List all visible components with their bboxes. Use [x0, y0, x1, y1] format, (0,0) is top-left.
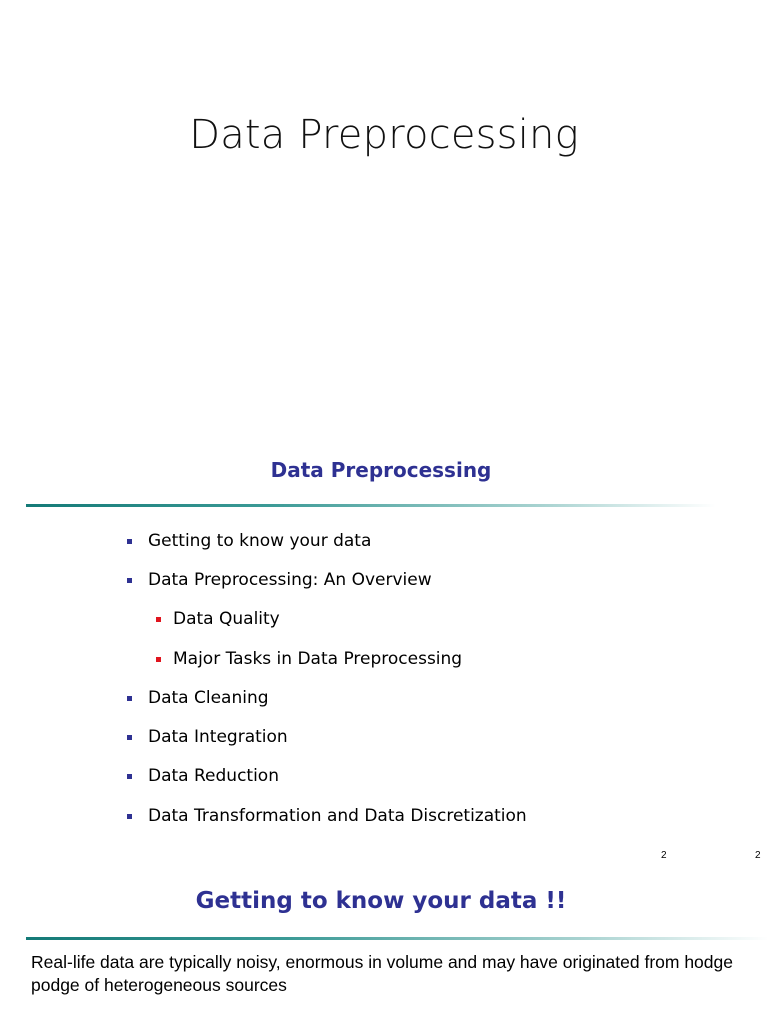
- square-bullet-icon: [127, 735, 132, 740]
- page-number: 2: [661, 850, 667, 861]
- square-bullet-icon: [127, 578, 132, 583]
- list-item-text: Data Preprocessing: An Overview: [148, 570, 432, 590]
- square-bullet-icon: [156, 617, 161, 622]
- slide3-body-text: Real-life data are typically noisy, enormous in volume and may have originated from hodge podge of heterogeneous sources: [31, 952, 733, 995]
- square-bullet-icon: [156, 657, 161, 662]
- list-item-text: Data Transformation and Data Discretization: [148, 806, 527, 826]
- square-bullet-icon: [127, 814, 132, 819]
- title-divider: [26, 504, 716, 507]
- square-bullet-icon: [127, 774, 132, 779]
- list-item: [127, 763, 279, 789]
- slide1-title: Data Preprocessing: [189, 112, 579, 158]
- list-item: [127, 528, 371, 554]
- list-item-text: Data Reduction: [148, 766, 279, 786]
- list-item: [127, 567, 432, 593]
- list-subitem: [156, 606, 280, 632]
- square-bullet-icon: [127, 539, 132, 544]
- list-item-text: Data Integration: [148, 727, 288, 747]
- page-number: 2: [755, 850, 761, 861]
- list-item-text: Data Cleaning: [148, 688, 269, 708]
- list-item-text: Major Tasks in Data Preprocessing: [173, 649, 463, 669]
- list-item-text: Getting to know your data: [148, 531, 372, 551]
- title-divider: [26, 937, 768, 940]
- list-item: [127, 724, 288, 750]
- list-item: [127, 685, 269, 711]
- list-item-text: Data Quality: [173, 609, 280, 629]
- list-subitem: [156, 646, 462, 672]
- slide3-title: Getting to know your data !!: [195, 888, 567, 914]
- slide2-title: Data Preprocessing: [270, 458, 492, 482]
- square-bullet-icon: [127, 696, 132, 701]
- list-item: [127, 803, 527, 829]
